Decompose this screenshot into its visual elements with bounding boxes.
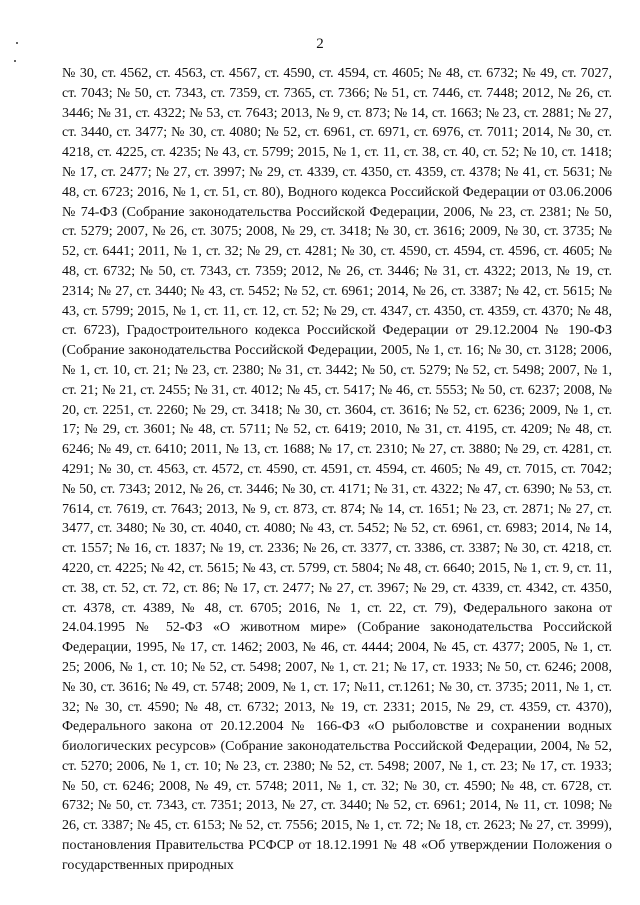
body-paragraph: № 30, ст. 4562, ст. 4563, ст. 4567, ст. 4590, ст. 4594, ст. 4605; № 48, ст. 6732; № 49, ст. 7027, ст. 7043; № 50, ст. 7343, ст. 7359, ст. 7365, ст. 7366; № 51, ст. 7446, ст. 7448; 2012, № 26, ст. 3446; № 31, ст. 4322; № 53, ст. 7643; 2013, № 9, ст. 873; № 14, ст. 1663; № 23, ст. 2881; № 27, ст. 3440, ст. 3477; № 30, ст. 4080; № 52, ст. 6961, ст. 6971, ст. 6976, ст. 7011; 2014, № 30, ст. 4218, ст. 4225, ст. 4235; № 43, ст. 5799; 2015, № 1, ст. 11, ст. 38, ст. 40, ст. 52; № 10, ст. 1418; № 17, ст. 2477; № 27, ст. 3997; № 29, ст. 4339, ст. 4350, ст. 4359, ст. 4378; № 41, ст. 5631; № 48, ст. 6723; 2016, № 1, ст. 51, ст. 80), Водного кодекса Российской Федерации от 03.06.2006 № 74-ФЗ (Собрание законодательства Российской Федерации, 2006, № 23, ст. 2381; № 50, ст. 5279; 2007, № 26, ст. 3075; 2008, № 29, ст. 3418; № 30, ст. 3616; 2009, № 30, ст. 3735; № 52, ст. 6441; 2011, № 1, ст. 32; № 29, ст. 4281; № 30, ст. 4590, ст. 4594, ст. 4596, ст. 4605; № 48, ст. 6732; № 50, ст. 7343, ст. 7359; 2012, № 26, ст. 3446; № 31, ст. 4322; 2013, № 19, ст. 2314; № 27, ст. 3440; № 43, ст. 5452; № 52, ст. 6961; 2014, № 26, ст. 3387; № 42, ст. 5615; № 43, ст. 5799; 2015, № 1, ст. 11, ст. 12, ст. 52; № 29, ст. 4347, ст. 4350, ст. 4359, ст. 4370; № 48, ст. 6723), Градостроительного кодекса Российской Федерации от 29.12.2004 № 190-ФЗ (Собрание законодательства Российской Федерации, 2005, № 1, ст. 16; № 30, ст. 3128; 2006, № 1, ст. 10, ст. 21; № 23, ст. 2380; № 31, ст. 3442; № 50, ст. 5279; № 52, ст. 5498; 2007, № 1, ст. 21; № 21, ст. 2455; № 31, ст. 4012; № 45, ст. 5417; № 46, ст. 5553; № 50, ст. 6237; 2008, № 20, ст. 2251, ст. 2260; № 29, ст. 3418; № 30, ст. 3604, ст. 3616; № 52, ст. 6236; 2009, № 1, ст. 17; № 29, ст. 3601; № 48, ст. 5711; № 52, ст. 6419; 2010, № 31, ст. 4195, ст. 4209; № 48, ст. 6246; № 49, ст. 6410; 2011, № 13, ст. 1688; № 17, ст. 2310; № 27, ст. 3880; № 29, ст. 4281, ст. 4291; № 30, ст. 4563, ст. 4572, ст. 4590, ст. 4591, ст. 4594, ст. 4605; № 49, ст. 7015, ст. 7042; № 50, ст. 7343; 2012, № 26, ст. 3446; № 30, ст. 4171; № 31, ст. 4322; № 47, ст. 6390; № 53, ст. 7614, ст. 7619, ст. 7643; 2013, № 9, ст. 873, ст. 874; № 14, ст. 1651; № 23, ст. 2871; № 27, ст. 3477, ст. 3480; № 30, ст. 4040, ст. 4080; № 43, ст. 5452; № 52, ст. 6961, ст. 6983; 2014, № 14, ст. 1557; № 16, ст. 1837; № 19, ст. 2336; № 26, ст. 3377, ст. 3386, ст. 3387; № 30, ст. 4218, ст. 4220, ст. 4225; № 42, ст. 5615; № 43, ст. 5799, ст. 5804; № 48, ст. 6640; 2015, № 1, ст. 9, ст. 11, ст. 38, ст. 52, ст. 72, ст. 86; № 17, ст. 2477; № 27, ст. 3967; № 29, ст. 4339, ст. 4342, ст. 4350, ст. 4378, ст. 4389, № 48, ст. 6705; 2016, № 1, ст. 22, ст. 79), Федерального закона от 24.04.1995 № 52-ФЗ «О животном мире» (Собрание законодательства Российской Федерации, 1995, № 17, ст. 1462; 2003, № 46, ст. 4444; 2004, № 45, ст. 4377; 2005, № 1, ст. 25; 2006, № 1, ст. 10; № 52, ст. 5498; 2007, № 1, ст. 21; № 17, ст. 1933; № 50, ст. 6246; 2008, № 30, ст. 3616; № 49, ст. 5748; 2009, № 1, ст. 17; №11, ст.1261; № 30, ст. 3735; 2011, № 1, ст. 32; № 30, ст. 4590; № 48, ст. 6732; 2013, № 19, ст. 2331; 2015, № 29, ст. 4359, ст. 4370), Федерального закона от 20.12.2004 № 166-ФЗ «О рыболовстве и сохранении водных биологических ресурсов» (Собрание законодательства Российской Федерации, 2004, № 52, ст. 5270; 2006, № 1, ст. 10; № 23, ст. 2380; № 52, ст. 5498; 2007, № 1, ст. 23; № 17, ст. 1933; № 50, ст. 6246; 2008, № 49, ст. 5748; 2011, № 1, ст. 32; № 30, ст. 4590; № 48, ст. 6728, ст. 6732; № 50, ст. 7343, ст. 7351; 2013, № 27, ст. 3440; № 52, ст. 6961; 2014, № 11, ст. 1098; № 26, ст. 3387; № 45, ст. 6153; № 52, ст. 7556; 2015, № 1, ст. 72; № 18, ст. 2623; № 27, ст. 3999), постановления Правительства РСФСР от 18.12.1991 № 48 «Об утверждении Положения о государственных природных [62,66,612,873]
page-number: 2 [316,36,324,52]
scan-speck [14,60,16,62]
